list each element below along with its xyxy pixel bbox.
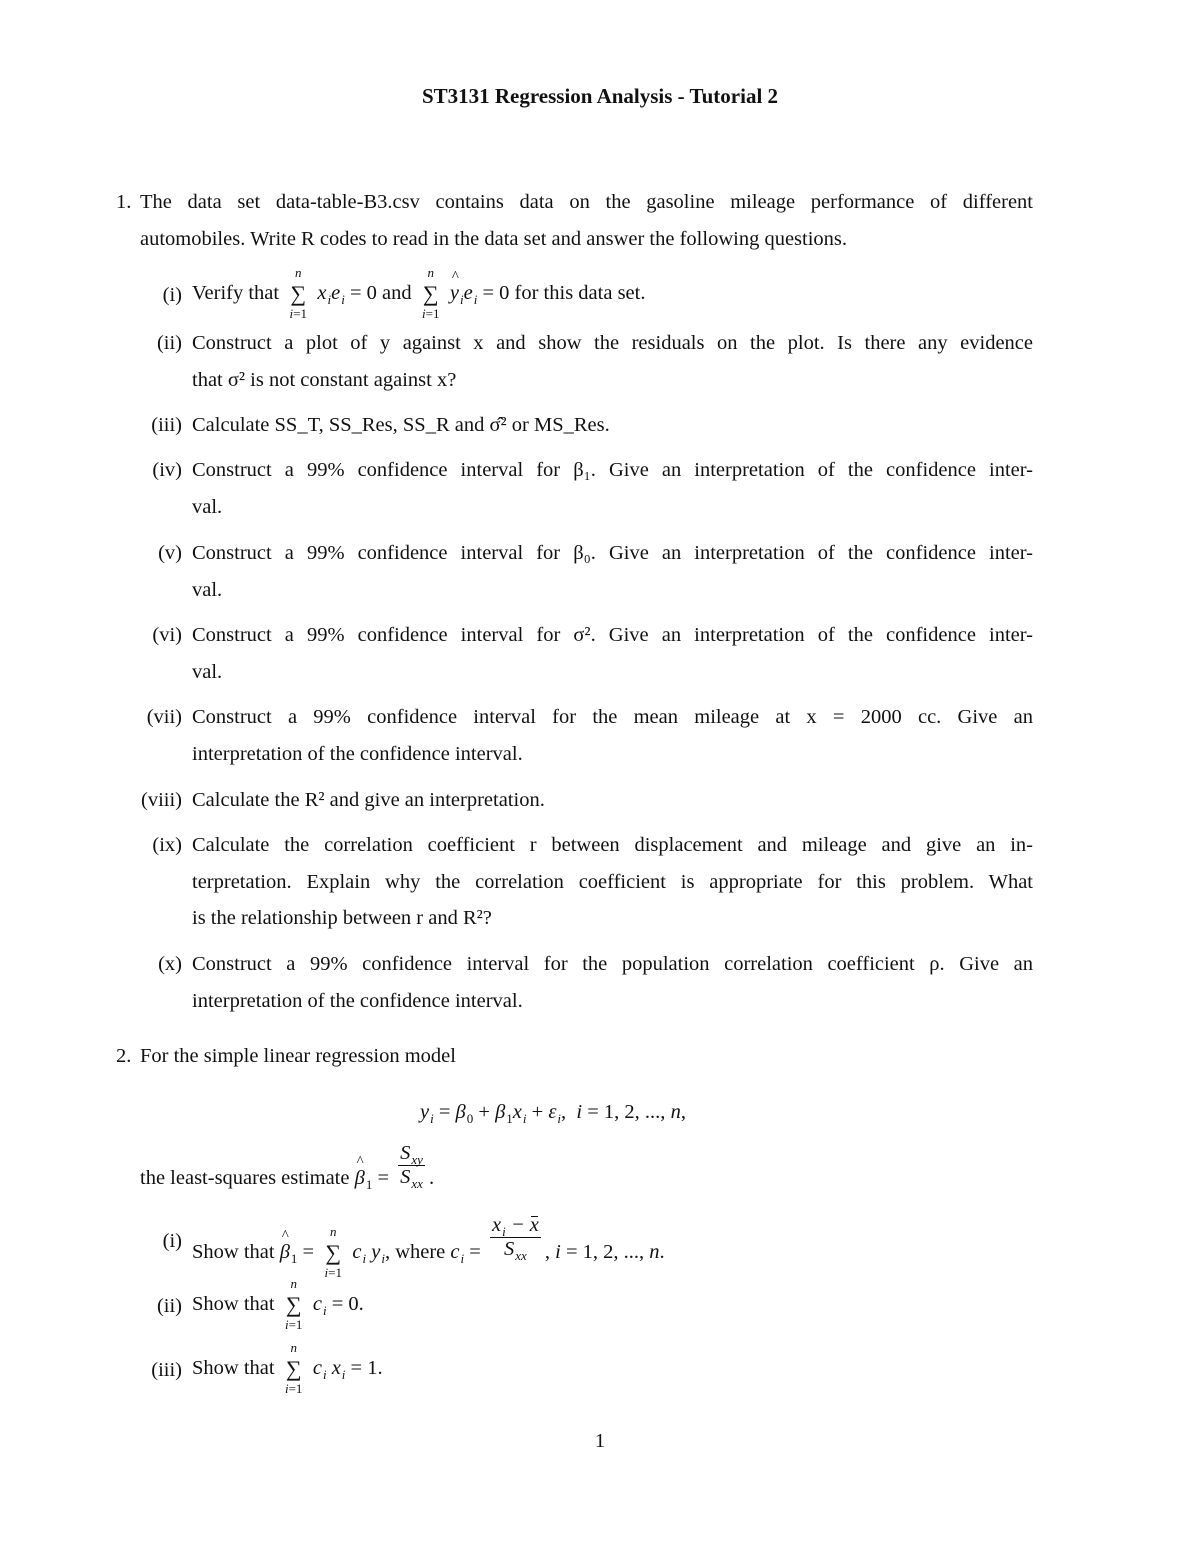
q1-part-vii-line2: interpretation of the confidence interval. xyxy=(192,743,523,765)
q1-part-vi-line2: val. xyxy=(192,661,223,683)
q1-part-v-line1: Construct a 99% confidence interval for β₀. Give an interpretation of the confidence inter- xyxy=(192,542,1033,564)
q2-part-ii-text: Show that n ∑ i=1 $c_i = 0$. xyxy=(192,1276,364,1333)
q2-part-i-text: Show that ^ $\beta_1$ = n ∑ i=1 $c_i$ $y_i$, where $c_i$ = $\frac{x_i - x}{S_{xx}}$ , i = 1, 2, ..., n. xyxy=(192,1214,665,1260)
q1-part-vi-line1: Construct a 99% confidence interval for σ². Give an interpretation of the confidence inter- xyxy=(192,624,1033,646)
sum-symbol: n ∑ i=1 xyxy=(324,1224,342,1281)
q2-intro: For the simple linear regression model xyxy=(140,1045,456,1067)
q1-part-iii-label: (iii) xyxy=(151,414,182,436)
q1-part-x-line1: Construct a 99% confidence interval for the population correlation coefficient ρ. Give an xyxy=(192,953,1033,975)
fraction: $\frac{x_i - x}{S_{xx}}$ xyxy=(491,1214,539,1263)
q1-part-x-label: (x) xyxy=(158,953,182,975)
q1-intro-line1: The data set data-table-B3.csv contains data on the gasoline mileage performance of different xyxy=(140,191,1033,213)
q1-part-x-line2: interpretation of the confidence interval. xyxy=(192,990,523,1012)
q2-estimate: the least-squares estimate ^ $\beta_1$ = $\frac{S_{xy}}{S_{xx}}$ . xyxy=(140,1142,434,1188)
page-number: 1 xyxy=(594,1430,606,1452)
q2-part-iii-label: (iii) xyxy=(151,1359,182,1381)
q2-model-equation: $y_i = \beta_0 + \beta_1x_i + \varepsilon_i$, i = 1, 2, ..., n, xyxy=(420,1101,686,1126)
q1-intro-line2: automobiles. Write R codes to read in the data set and answer the following questions. xyxy=(140,228,848,250)
q1-part-v-line2: val. xyxy=(192,579,223,601)
page-title: ST3131 Regression Analysis - Tutorial 2 xyxy=(421,84,779,108)
sum-symbol: n ∑ i=1 xyxy=(284,1276,303,1333)
q1-part-ii-label: (ii) xyxy=(156,332,182,354)
fraction: $\frac{S_{xy}}{S_{xx}}$ xyxy=(400,1142,423,1191)
q1-number: 1. xyxy=(116,191,132,213)
q1-part-ix-line1: Calculate the correlation coefficient r between displacement and mileage and give an in- xyxy=(192,834,1033,856)
q2-part-i-label: (i) xyxy=(162,1230,182,1252)
q1-part-iv-line1: Construct a 99% confidence interval for β₁. Give an interpretation of the confidence inter- xyxy=(192,459,1033,481)
sum-symbol: n ∑ i=1 xyxy=(284,1340,303,1397)
q1-part-iv-line2: val. xyxy=(192,496,223,518)
q1-part-viii-text: Calculate the R² and give an interpretation. xyxy=(192,789,545,811)
q1-part-ix-line2: terpretation. Explain why the correlation coefficient is appropriate for this problem. What xyxy=(192,871,1033,893)
q1-part-ii-line2: that σ² is not constant against x? xyxy=(192,369,457,391)
sum-symbol: n ∑ i=1 xyxy=(422,265,440,322)
q1-part-v-label: (v) xyxy=(158,542,182,564)
q1-part-viii-label: (viii) xyxy=(141,789,182,811)
q2-part-ii-label: (ii) xyxy=(156,1295,182,1317)
q1-part-ix-line3: is the relationship between r and R²? xyxy=(192,907,492,929)
q1-part-i-label: (i) xyxy=(162,284,182,306)
q2-part-iii-text: Show that n ∑ i=1 $c_i$ $x_i = 1$. xyxy=(192,1340,383,1397)
q1-part-vii-label: (vii) xyxy=(146,706,182,728)
q1-part-ix-label: (ix) xyxy=(152,834,182,856)
q1-part-vii-line1: Construct a 99% confidence interval for the mean mileage at x = 2000 cc. Give an xyxy=(192,706,1033,728)
q2-number: 2. xyxy=(116,1045,132,1067)
q1-part-ii-line1: Construct a plot of y against x and show the residuals on the plot. Is there any evidence xyxy=(192,332,1033,354)
q1-part-vi-label: (vi) xyxy=(152,624,182,646)
q1-part-i-text: Verify that n ∑ i=1 $x_ie_i = 0$ and n ∑ i=1 ^ $y_ie_i = 0$ for this data set. xyxy=(192,283,645,305)
q1-part-iii-text: Calculate SS_T, SS_Res, SS_R and σ̂² or MS_Res. xyxy=(192,414,610,436)
sum-symbol: n ∑ i=1 xyxy=(289,265,307,322)
q1-part-iv-label: (iv) xyxy=(152,459,182,481)
